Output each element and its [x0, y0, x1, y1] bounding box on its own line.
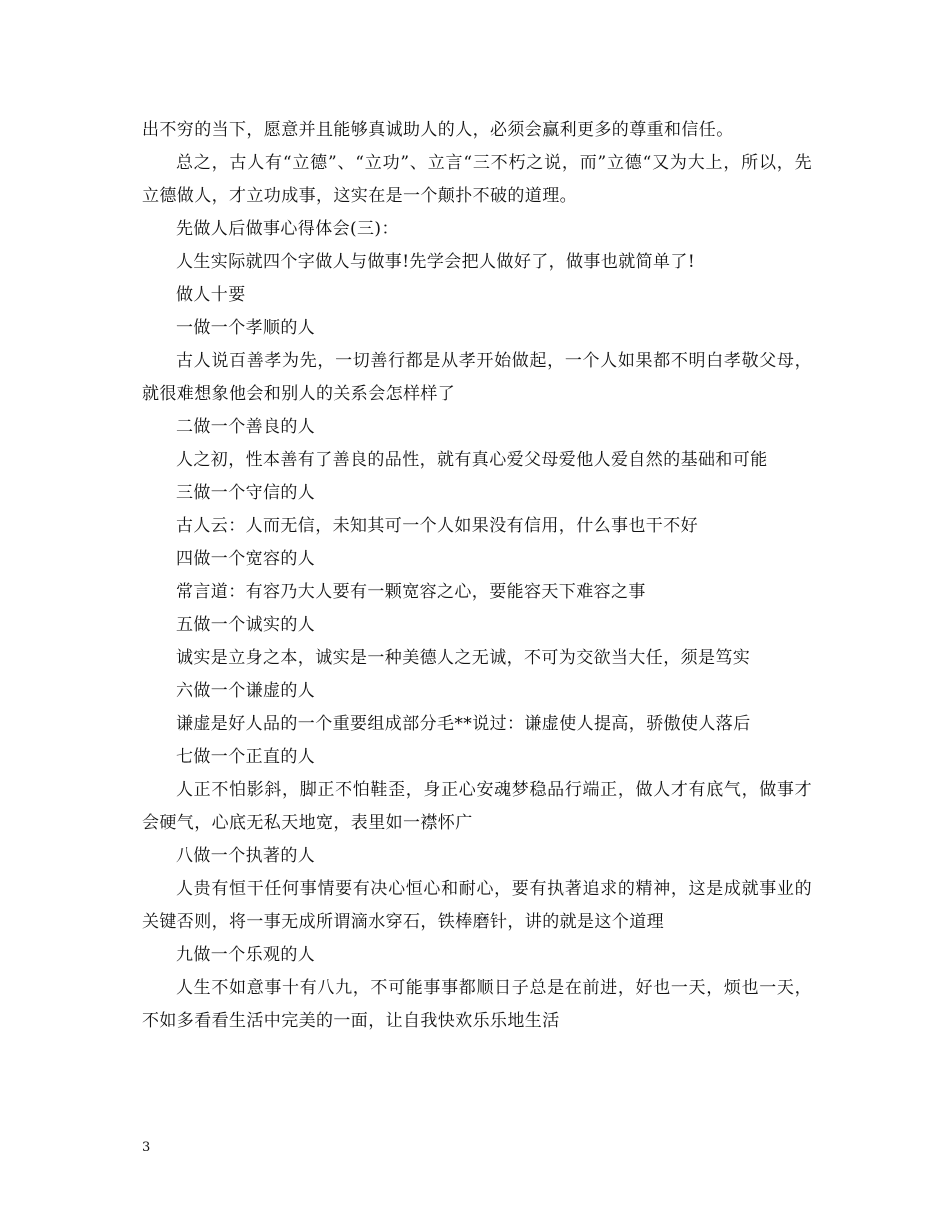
section-heading: 先做人后做事心得体会(三)：	[176, 219, 399, 239]
list-item-heading: 六做一个谦虚的人	[176, 681, 316, 701]
section-heading: 做人十要	[176, 285, 246, 305]
list-item-heading: 五做一个诚实的人	[176, 615, 316, 635]
paragraph: 出不穷的当下，愿意并且能够真诚助人的人，必须会赢利更多的尊重和信任。	[142, 120, 734, 140]
paragraph: 人之初，性本善有了善良的品性，就有真心爱父母爱他人爱自然的基础和可能	[176, 450, 768, 470]
paragraph: 诚实是立身之本，诚实是一种美德人之无诚，不可为交欲当大任，须是笃实	[176, 648, 751, 668]
list-item-heading: 八做一个执著的人	[176, 846, 316, 866]
paragraph: 古人说百善孝为先，一切善行都是从孝开始做起，一个人如果都不明白孝敬父母，就很难想象他会和别人的关系会怎样样了	[142, 351, 812, 404]
list-item-heading: 二做一个善良的人	[176, 417, 316, 437]
paragraph: 人贵有恒干任何事情要有决心恒心和耐心，要有执著追求的精神，这是成就事业的关键否则，将一事无成所谓滴水穿石，铁棒磨针，讲的就是这个道理	[142, 879, 812, 932]
paragraph: 谦虚是好人品的一个重要组成部分毛**说过：谦虚使人提高，骄傲使人落后	[176, 714, 751, 734]
paragraph: 常言道：有容乃大人要有一颗宽容之心，要能容天下难容之事	[176, 582, 646, 602]
paragraph: 人生实际就四个字做人与做事!先学会把人做好了，做事也就简单了!	[176, 252, 696, 272]
page-number: 3	[142, 1140, 151, 1155]
paragraph: 人生不如意事十有八九，不可能事事都顺日子总是在前进，好也一天，烦也一天，不如多看看生活中完美的一面，让自我快欢乐乐地生活	[142, 978, 812, 1031]
paragraph: 古人云：人而无信，未知其可一个人如果没有信用，什么事也干不好	[176, 516, 698, 536]
list-item-heading: 一做一个孝顺的人	[176, 318, 316, 338]
paragraph: 人正不怕影斜，脚正不怕鞋歪，身正心安魂梦稳品行端正，做人才有底气，做事才会硬气，心底无私天地宽，表里如一襟怀广	[142, 780, 812, 833]
list-item-heading: 四做一个宽容的人	[176, 549, 316, 569]
list-item-heading: 七做一个正直的人	[176, 747, 316, 767]
document-body	[142, 114, 812, 1038]
list-item-heading: 九做一个乐观的人	[176, 945, 316, 965]
paragraph: 总之，古人有“立德”、“立功”、立言“三不朽之说，而”立德“又为大上，所以，先立德做人，才立功成事，这实在是一个颠扑不破的道理。	[142, 153, 812, 206]
list-item-heading: 三做一个守信的人	[176, 483, 316, 503]
